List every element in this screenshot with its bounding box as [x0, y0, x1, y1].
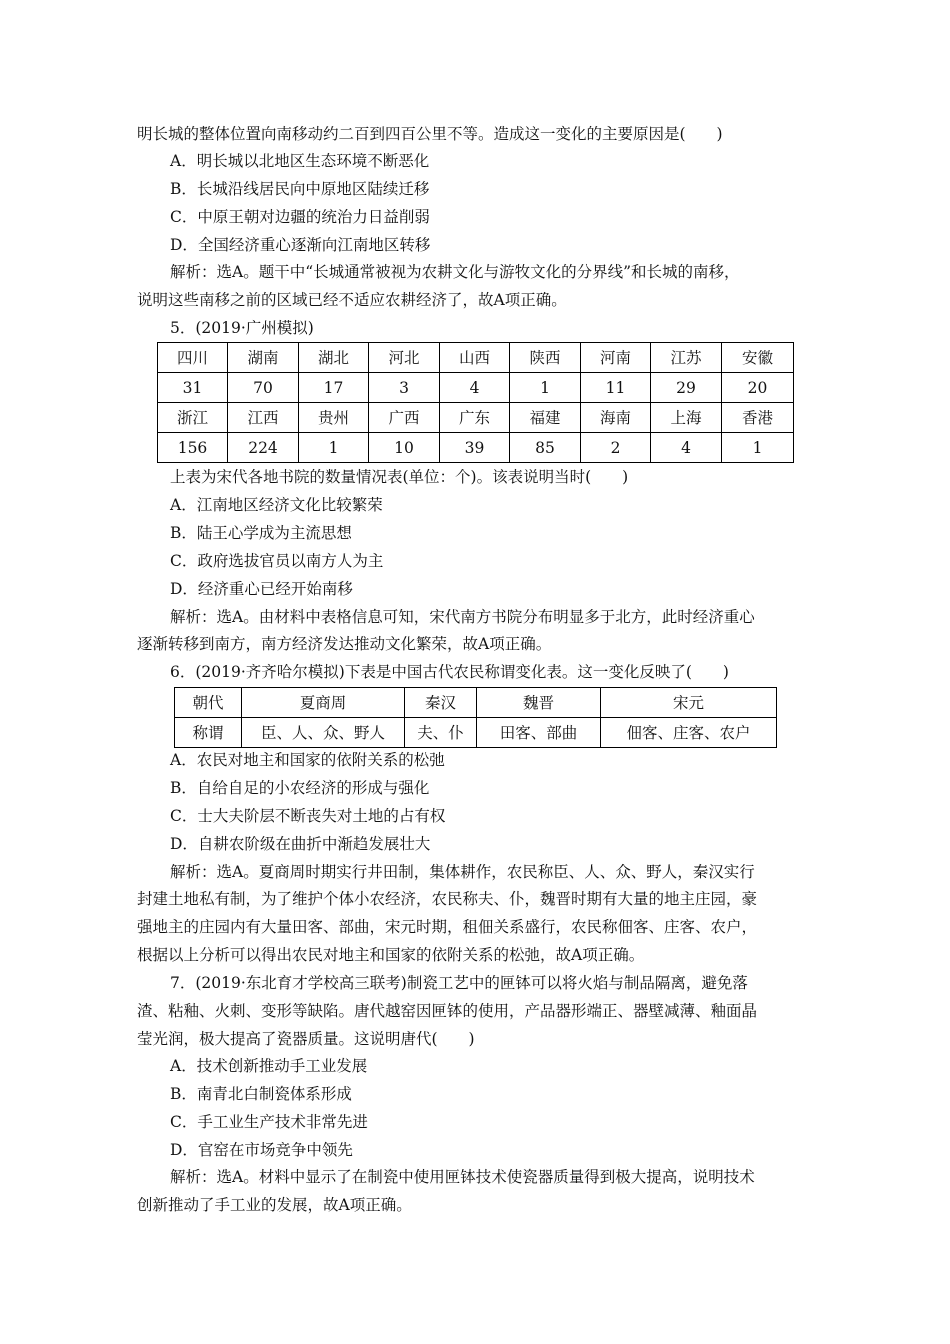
q4-option-b: B．长城沿线居民向中原地区陆续迁移 — [170, 180, 430, 198]
q5-header: 5．(2019·广州模拟) — [170, 319, 314, 337]
table-cell: 山西 — [440, 343, 510, 373]
table-cell: 31 — [158, 373, 228, 403]
table-cell: 四川 — [158, 343, 228, 373]
q5-table-row-names-2 — [158, 403, 794, 433]
table-cell: 佃客、庄客、农户 — [601, 718, 777, 748]
table-cell: 3 — [369, 373, 440, 403]
table-cell: 39 — [440, 433, 510, 463]
q7-option-d: D．官窑在市场竞争中领先 — [170, 1141, 353, 1159]
table-cell: 11 — [581, 373, 651, 403]
table-cell: 福建 — [510, 403, 581, 433]
table-cell: 224 — [228, 433, 299, 463]
q5-table-row-values-1 — [158, 373, 794, 403]
table-cell: 朝代 — [175, 688, 242, 718]
table-cell: 河北 — [369, 343, 440, 373]
q7-stem-line-2: 渣、粘釉、火刺、变形等缺陷。唐代越窑因匣钵的使用，产品器形端正、器壁减薄、釉面晶 — [137, 1002, 758, 1020]
table-cell: 20 — [722, 373, 794, 403]
table-cell: 贵州 — [299, 403, 369, 433]
table-cell: 臣、人、众、野人 — [242, 718, 405, 748]
table-cell: 湖北 — [299, 343, 369, 373]
q7-option-a: A．技术创新推动手工业发展 — [170, 1057, 368, 1075]
q4-analysis-line-1: 解析：选A。题干中“长城通常被视为农耕文化与游牧文化的分界线”和长城的南移， — [170, 263, 740, 281]
q7-option-b: B．南青北白制瓷体系形成 — [170, 1085, 352, 1103]
table-cell: 宋元 — [601, 688, 777, 718]
q6-analysis-line-1: 解析：选A。夏商周时期实行井田制，集体耕作，农民称臣、人、众、野人，秦汉实行 — [170, 863, 755, 881]
q6-option-c: C．士大夫阶层不断丧失对土地的占有权 — [170, 807, 446, 825]
table-cell: 70 — [228, 373, 299, 403]
q5-option-b: B．陆王心学成为主流思想 — [170, 524, 352, 542]
table-cell: 夫、仆 — [405, 718, 477, 748]
q7-stem-line-1: 7．(2019·东北育才学校高三联考)制瓷工艺中的匣钵可以将火焰与制品隔离，避免落 — [170, 974, 748, 992]
table-cell: 香港 — [722, 403, 794, 433]
table-cell: 陕西 — [510, 343, 581, 373]
table-cell: 广东 — [440, 403, 510, 433]
table-cell: 夏商周 — [242, 688, 405, 718]
q7-option-c: C．手工业生产技术非常先进 — [170, 1113, 368, 1131]
table-cell: 10 — [369, 433, 440, 463]
q5-table-row-names-1 — [158, 343, 794, 373]
table-cell: 海南 — [581, 403, 651, 433]
q6-analysis-line-4: 根据以上分析可以得出农民对地主和国家的依附关系的松弛，故A项正确。 — [137, 946, 645, 964]
q6-option-d: D．自耕农阶级在曲折中渐趋发展壮大 — [170, 835, 431, 853]
table-cell: 江西 — [228, 403, 299, 433]
table-cell: 156 — [158, 433, 228, 463]
table-cell: 1 — [510, 373, 581, 403]
table-cell: 29 — [651, 373, 722, 403]
q7-analysis-line-1: 解析：选A。材料中显示了在制瓷中使用匣钵技术使瓷器质量得到极大提高，说明技术 — [170, 1168, 755, 1186]
q6-header: 6．(2019·齐齐哈尔模拟)下表是中国古代农民称谓变化表。这一变化反映了( ) — [170, 663, 729, 681]
table-cell: 85 — [510, 433, 581, 463]
q5-analysis-line-1: 解析：选A。由材料中表格信息可知，宋代南方书院分布明显多于北方，此时经济重心 — [170, 608, 755, 626]
table-cell: 2 — [581, 433, 651, 463]
q5-table-row-values-2 — [158, 433, 794, 463]
q5-option-d: D．经济重心已经开始南移 — [170, 580, 353, 598]
table-cell: 浙江 — [158, 403, 228, 433]
table-cell: 上海 — [651, 403, 722, 433]
table-cell: 1 — [299, 433, 369, 463]
q7-analysis-line-2: 创新推动了手工业的发展，故A项正确。 — [137, 1196, 412, 1214]
table-cell: 4 — [651, 433, 722, 463]
q7-stem-line-3: 莹光润，极大提高了瓷器质量。这说明唐代( ) — [137, 1030, 475, 1048]
q5-option-a: A．江南地区经济文化比较繁荣 — [170, 496, 383, 514]
q6-option-b: B．自给自足的小农经济的形成与强化 — [170, 779, 430, 797]
table-cell: 称谓 — [175, 718, 242, 748]
q4-option-a: A．明长城以北地区生态环境不断恶化 — [170, 152, 430, 170]
table-cell: 安徽 — [722, 343, 794, 373]
table-cell: 4 — [440, 373, 510, 403]
q4-option-d: D．全国经济重心逐渐向江南地区转移 — [170, 236, 431, 254]
q5-analysis-line-2: 逐渐转移到南方，南方经济发达推动文化繁荣，故A项正确。 — [137, 635, 552, 653]
q4-option-c: C．中原王朝对边疆的统治力日益削弱 — [170, 208, 430, 226]
q5-academy-table — [157, 342, 794, 463]
table-cell: 魏晋 — [477, 688, 601, 718]
q4-stem-tail: 明长城的整体位置向南移动约二百到四百公里不等。造成这一变化的主要原因是( ) — [137, 125, 723, 143]
q6-analysis-line-3: 强地主的庄园内有大量田客、部曲，宋元时期，租佃关系盛行，农民称佃客、庄客、农户， — [137, 918, 758, 936]
q6-table-row-title — [175, 718, 777, 748]
q6-option-a: A．农民对地主和国家的依附关系的松弛 — [170, 751, 445, 769]
table-cell: 湖南 — [228, 343, 299, 373]
q6-analysis-line-2: 封建土地私有制，为了维护个体小农经济，农民称夫、仆，魏晋时期有大量的地主庄园，豪 — [137, 890, 758, 908]
table-cell: 秦汉 — [405, 688, 477, 718]
table-cell: 广西 — [369, 403, 440, 433]
table-cell: 1 — [722, 433, 794, 463]
q4-analysis-line-2: 说明这些南移之前的区域已经不适应农耕经济了，故A项正确。 — [137, 291, 567, 309]
q5-option-c: C．政府选拔官员以南方人为主 — [170, 552, 384, 570]
table-cell: 河南 — [581, 343, 651, 373]
table-cell: 江苏 — [651, 343, 722, 373]
q5-stem: 上表为宋代各地书院的数量情况表(单位：个)。该表说明当时( ) — [170, 468, 629, 486]
q6-table-row-dynasty — [175, 688, 777, 718]
q6-title-table — [174, 687, 777, 748]
table-cell: 田客、部曲 — [477, 718, 601, 748]
table-cell: 17 — [299, 373, 369, 403]
